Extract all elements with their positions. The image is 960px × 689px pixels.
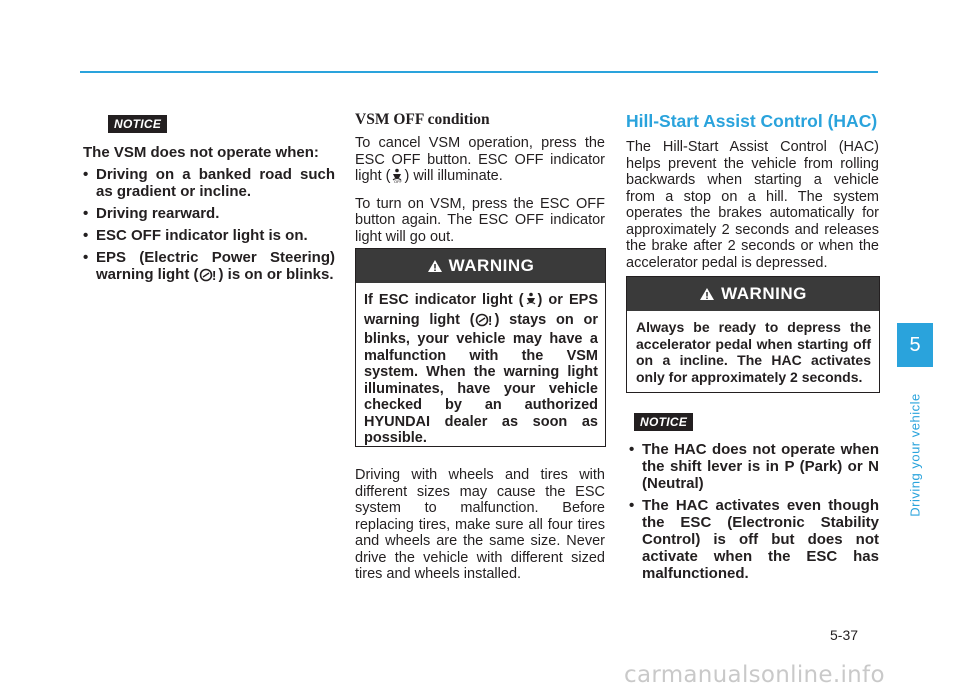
list-item — [80, 249, 335, 286]
hac-heading: Hill-Start Assist Control (HAC) — [626, 111, 878, 131]
list-item: • Driving rearward. — [80, 205, 335, 222]
eps-warning-icon — [199, 267, 219, 286]
hac-notice-section — [626, 436, 879, 582]
notice-label: NOTICE — [108, 115, 167, 133]
list-item: • ESC OFF indicator light is on. — [80, 227, 335, 244]
warning-triangle-icon — [699, 279, 715, 313]
warning-label: WARNING — [448, 256, 535, 275]
warning-text: Always be ready to depress the accelerator pedal when starting off on a incline. The HAC activates only for approximately 2 seconds. — [636, 319, 871, 385]
watermark: carmanualsonline.info — [624, 662, 885, 688]
vsm-notice-list — [80, 166, 335, 286]
vsm-warning-box — [355, 248, 606, 447]
tire-size-section — [355, 467, 605, 583]
warning-header — [356, 249, 605, 283]
list-item: • Driving on a banked road such as gradient or incline. — [80, 166, 335, 200]
hac-paragraph: The Hill-Start Assist Control (HAC) helps prevent the vehicle from rolling backwards when starting a vehicle from a stop on a hill. The system operates the brakes automatically for approximately 2 seconds and releases the brake after 2 seconds or when the accelerator pedal is depressed. — [626, 139, 879, 271]
warning-text-b: ) or EPS warning light ( — [364, 292, 598, 328]
chapter-title: Driving your vehicle — [907, 393, 923, 517]
top-rule — [80, 71, 878, 73]
warning-text-c: ) stays on or blinks, your vehicle may have a malfunction with the VSM system. When the warning light illuminates, have your vehicle checked by an authorized HYUNDAI dealer as soon as possible. — [364, 311, 598, 446]
eps-warning-icon — [475, 312, 495, 332]
list-item: • The HAC activates even though the ESC (Electronic Stability Control) is off but does not activate when the ESC has malfunctioned. — [626, 497, 879, 582]
list-item: • The HAC does not operate when the shift lever is in P (Park) or N (Neutral) — [626, 441, 879, 492]
warning-text — [356, 283, 605, 447]
vsm-off-paragraph-1 — [355, 135, 605, 188]
svg-text:OFF: OFF — [394, 179, 403, 183]
vsm-off-heading: VSM OFF condition — [355, 111, 490, 128]
warning-text-a: If ESC indicator light ( — [364, 292, 524, 308]
svg-text:!: ! — [487, 312, 492, 327]
warning-header — [627, 277, 879, 311]
page-number: 5-37 — [830, 627, 859, 643]
vsm-off-paragraph-2: To turn on VSM, press the ESC OFF button again. The ESC OFF indicator light will go out. — [355, 195, 605, 245]
esc-indicator-icon — [524, 292, 538, 312]
warning-triangle-icon — [427, 251, 443, 285]
hac-notice-list — [626, 441, 879, 582]
notice-label: NOTICE — [634, 413, 693, 431]
esc-off-icon — [390, 168, 404, 188]
warning-label: WARNING — [721, 284, 807, 303]
eps-text-after: ) is on or blinks. — [218, 266, 334, 283]
vsm-notice-intro: The VSM does not operate when: — [83, 144, 319, 161]
p1-text-before: To cancel VSM operation, press the ESC OFF button. ESC OFF indicator light ( — [355, 135, 605, 184]
svg-text:!: ! — [211, 268, 216, 282]
hac-warning-box — [626, 276, 880, 393]
p1-text-after: ) will illuminate. — [404, 168, 503, 184]
tire-size-paragraph: Driving with wheels and tires with different sizes may cause the ESC system to malfunction. Before replacing tires, make sure all four tires and wheels are the same size. Never drive the vehicle with different sized tires and wheels installed. — [355, 467, 605, 582]
eps-text-before: EPS (Electric Power Steering) warning light ( — [96, 249, 335, 283]
chapter-tab: 5 — [897, 323, 933, 367]
